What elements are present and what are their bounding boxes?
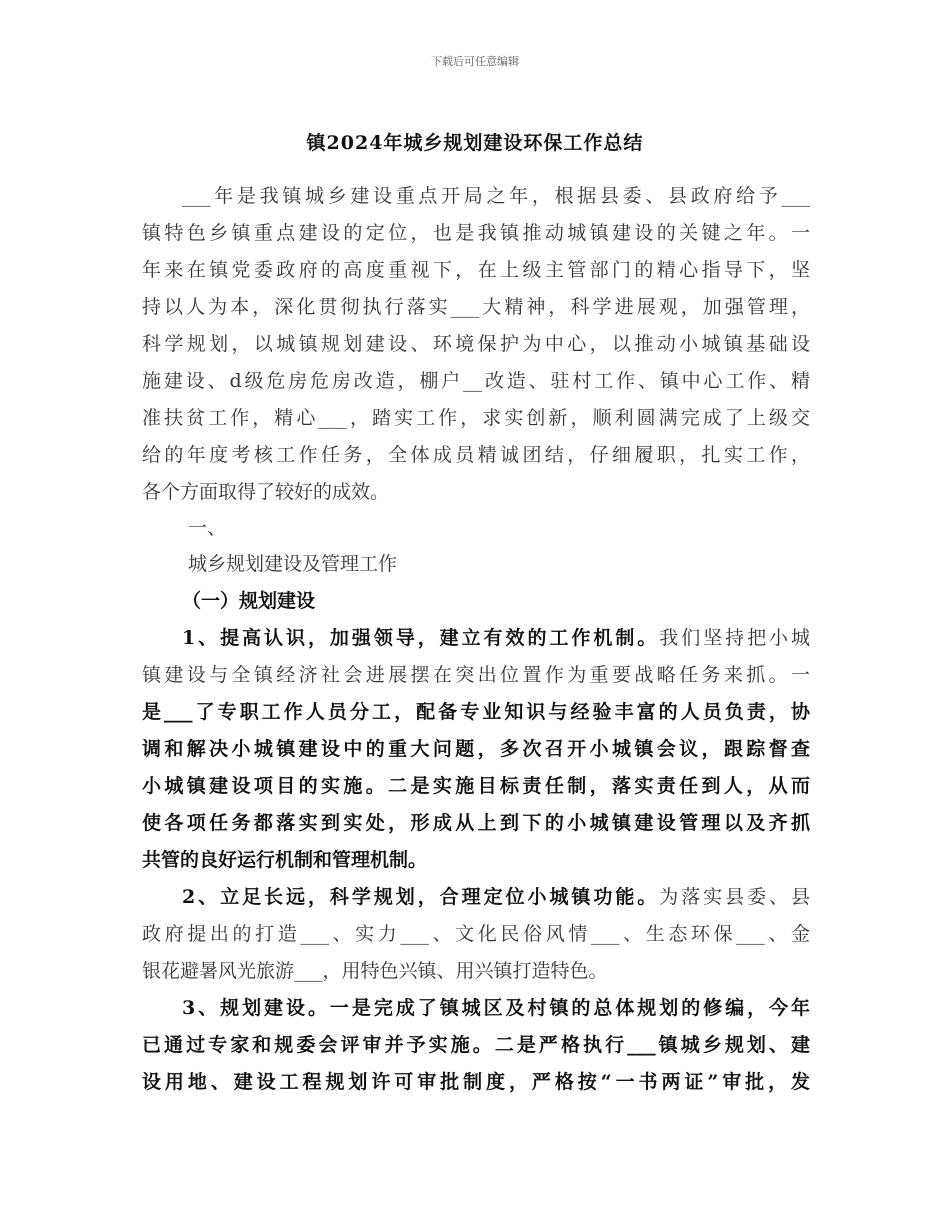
paragraph-line: 小城镇建设项目的实施。二是实施目标责任制，落实责任到人，从而 xyxy=(142,775,810,797)
paragraph-line: 使各项任务都落实到实处，形成从上到下的小城镇建设管理以及齐抓 xyxy=(142,812,810,834)
paragraph-line: 是___了专职工作人员分工，配备专业知识与经验丰富的人员负责，协 xyxy=(142,701,810,723)
paragraph-line: 各个方面取得了较好的成效。 xyxy=(142,481,390,503)
header-note: 下载后可任意编辑 xyxy=(431,55,519,68)
paragraph-line: 3、规划建设。一是完成了镇城区及村镇的总体规划的修编，今年 xyxy=(182,997,810,1019)
paragraph-line: 镇建设与全镇经济社会进展摆在突出位置作为重要战略任务来抓。一 xyxy=(142,664,810,686)
paragraph-line: 2、立足长远，科学规划，合理定位小城镇功能。为落实县委、县 xyxy=(182,886,810,908)
paragraph-line: 共管的良好运行机制和管理机制。 xyxy=(142,849,428,871)
paragraph-line: 设用地、建设工程规划许可审批制度，严格按“一书两证”审批，发 xyxy=(142,1071,810,1093)
item-lead: 2、立足长远，科学规划，合理定位小城镇功能。 xyxy=(182,886,660,908)
paragraph-line: ___年是我镇城乡建设重点开局之年，根据县委、县政府给予___ xyxy=(182,185,810,207)
paragraph-line: 调和解决小城镇建设中的重大问题，多次召开小城镇会议，跟踪督查 xyxy=(142,738,810,760)
paragraph-line: 镇特色乡镇重点建设的定位，也是我镇推动城镇建设的关键之年。一 xyxy=(142,222,810,244)
paragraph-line: 科学规划，以城镇规划建设、环境保护为中心，以推动小城镇基础设 xyxy=(142,333,810,355)
paragraph-line: 1、提高认识，加强领导，建立有效的工作机制。我们坚持把小城 xyxy=(182,627,810,649)
document-title: 镇2024年城乡规划建设环保工作总结 xyxy=(306,132,644,154)
paragraph-line: 已通过专家和规委会评审并予实施。二是严格执行___镇城乡规划、建 xyxy=(142,1034,810,1056)
item-lead: 1、提高认识，加强领导，建立有效的工作机制。 xyxy=(182,627,660,649)
paragraph-line: 施建设、d级危房危房改造，棚户__改造、驻村工作、镇中心工作、精 xyxy=(142,370,810,392)
paragraph-line: 银花避暑风光旅游___，用特色兴镇、用兴镇打造特色。 xyxy=(142,960,608,982)
paragraph-line: 持以人为本，深化贯彻执行落实___大精神，科学进展观，加强管理， xyxy=(142,296,810,318)
section-number: 一、 xyxy=(188,517,227,539)
subsection-heading: （一）规划建设 xyxy=(182,590,316,612)
section-title: 城乡规划建设及管理工作 xyxy=(188,553,398,575)
paragraph-line: 年来在镇党委政府的高度重视下，在上级主管部门的精心指导下，坚 xyxy=(142,259,810,281)
paragraph-line: 给的年度考核工作任务，全体成员精诚团结，仔细履职，扎实工作， xyxy=(142,444,810,466)
paragraph-line: 准扶贫工作，精心___，踏实工作，求实创新，顺利圆满完成了上级交 xyxy=(142,407,810,429)
paragraph-line: 政府提出的打造___、实力___、文化民俗风情___、生态环保___、金 xyxy=(142,923,810,945)
